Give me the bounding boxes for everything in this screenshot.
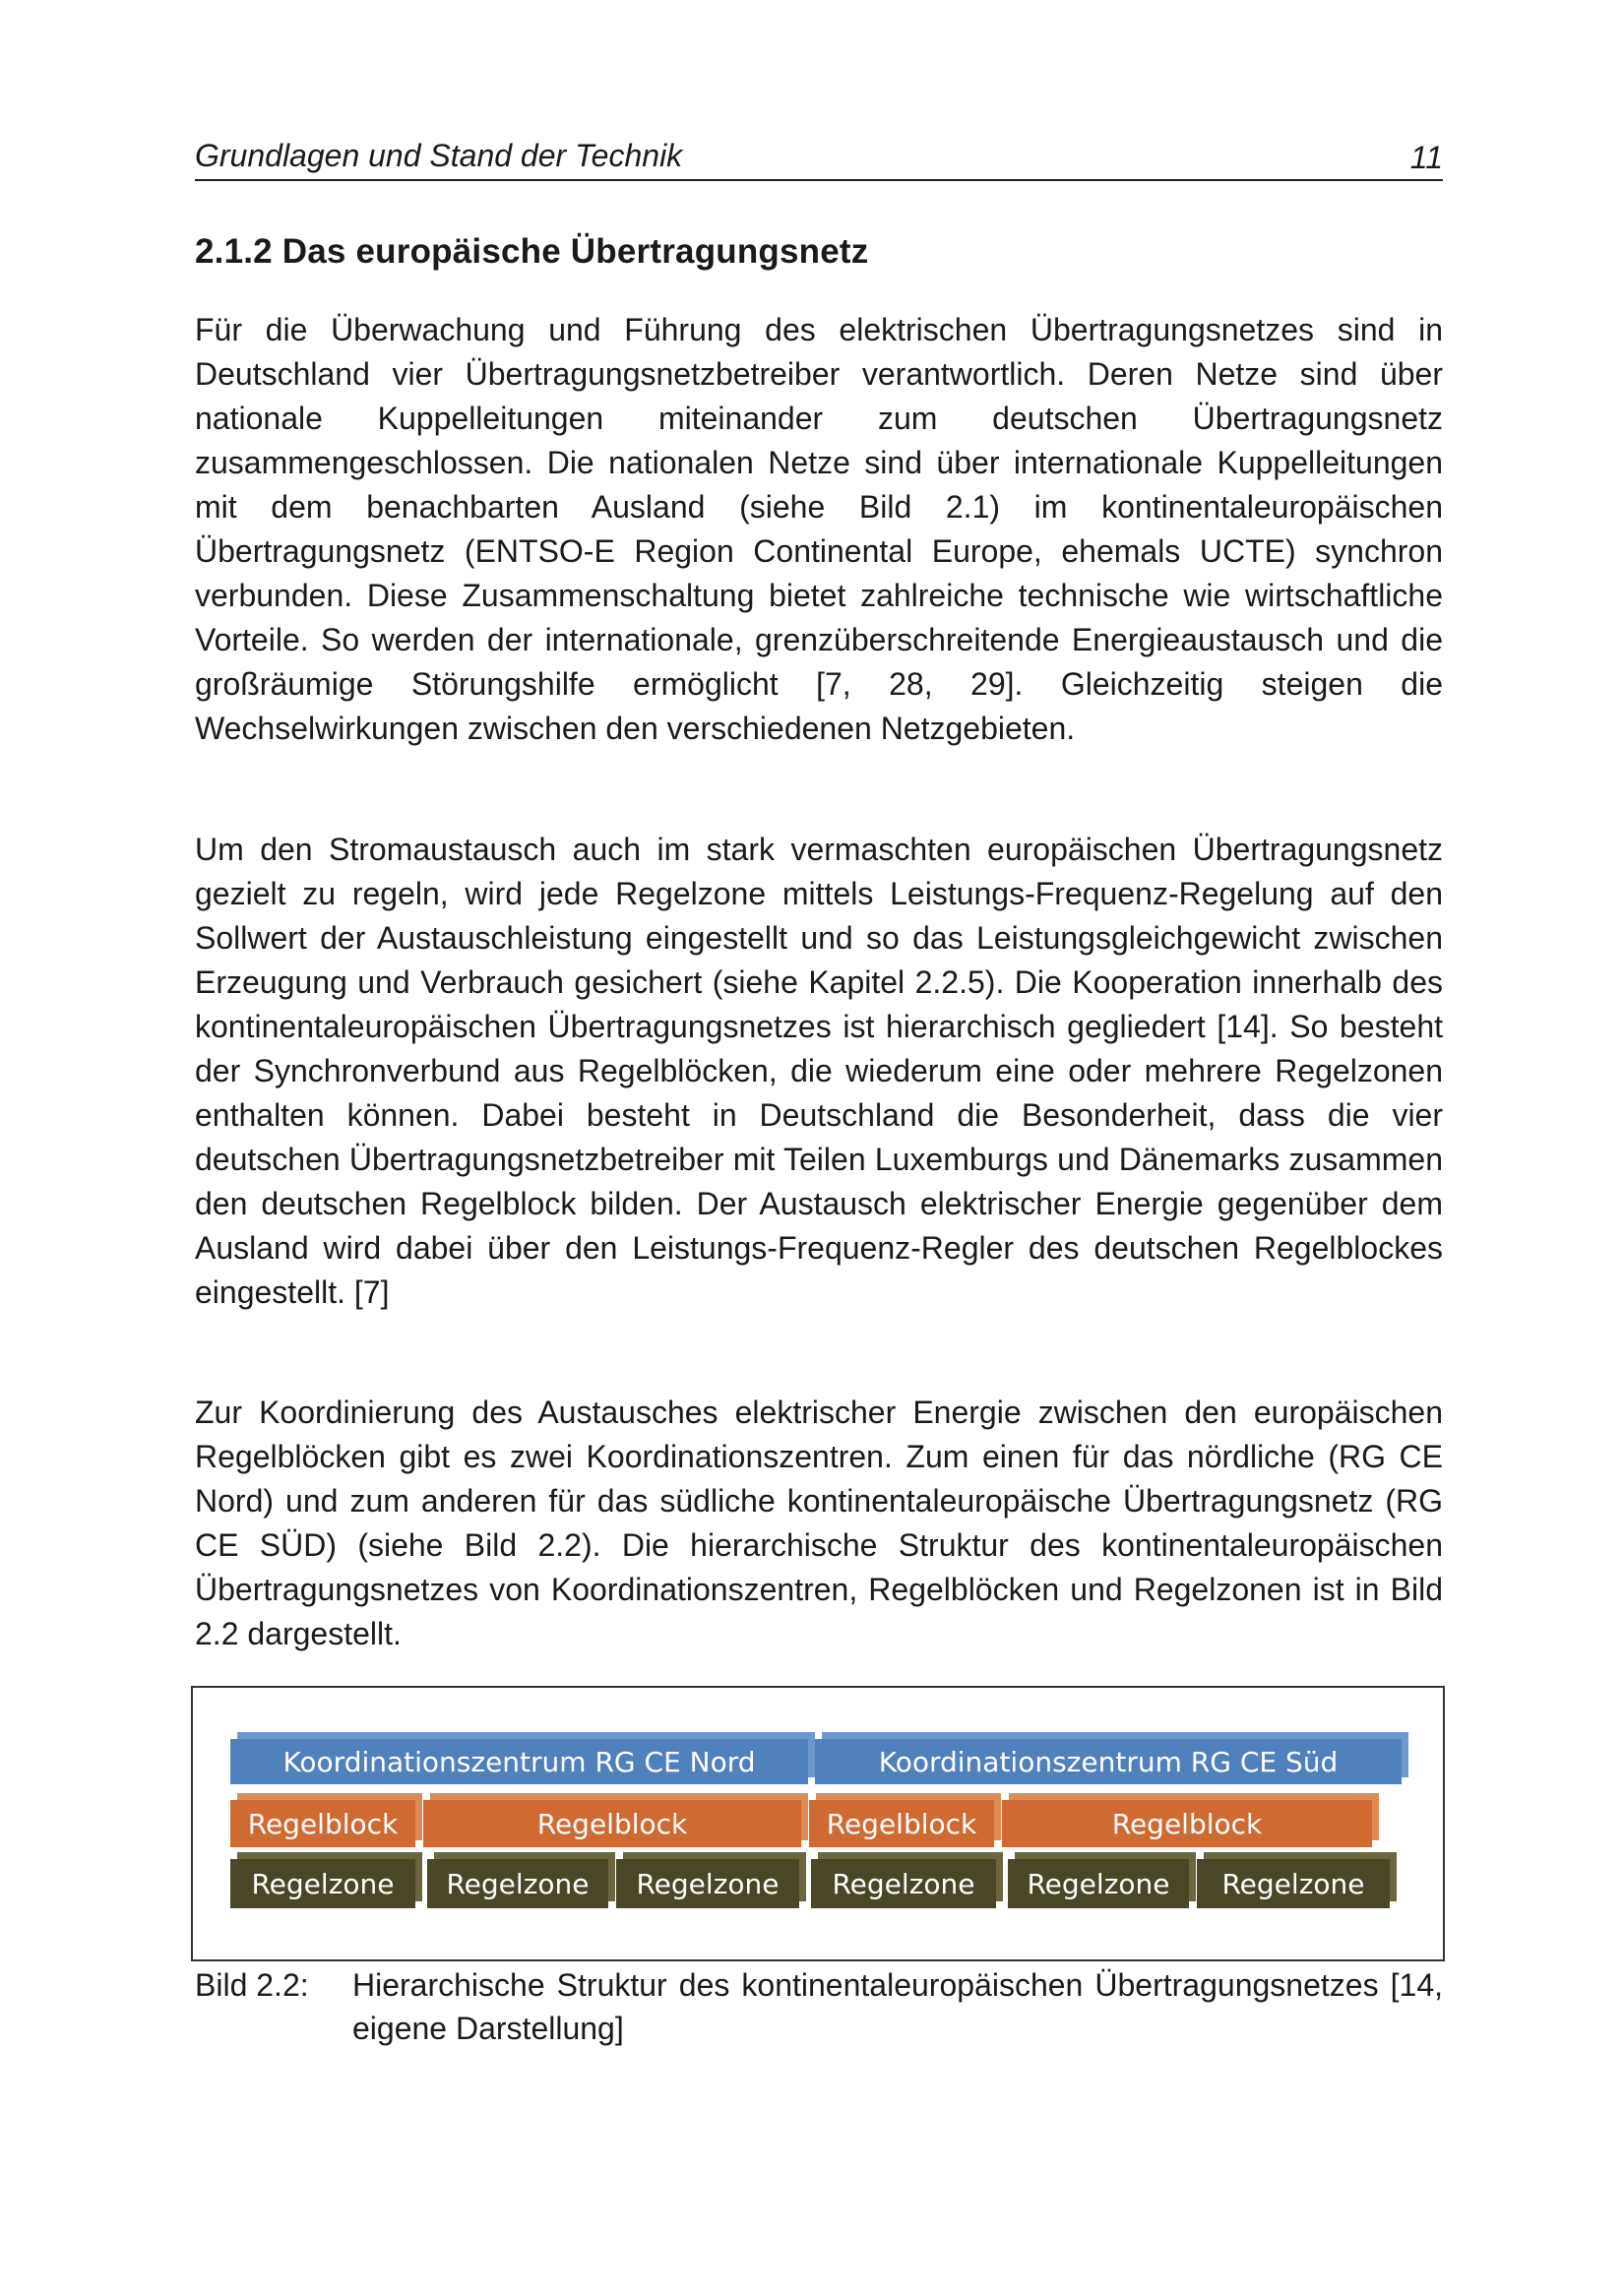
running-header <box>195 136 1443 181</box>
control-block-1: Regelblock <box>230 1800 415 1847</box>
control-zone-6: Regelzone <box>1197 1859 1390 1908</box>
page-number: 11 <box>1409 140 1443 175</box>
section-title: 2.1.2 Das europäische Übertragungsnetz <box>195 232 869 271</box>
caption-text: Hierarchische Struktur des kontinentaleuropäischen Übertragungsnetzes [14, eigene Darstellung] <box>352 1967 1443 2046</box>
header-title: Grundlagen und Stand der Technik <box>195 138 683 173</box>
paragraph-1: Für die Überwachung und Führung des elektrischen Übertragungsnetzes sind in Deutschland vier Übertragungsnetzbetreiber verantwortlich. Deren Netze sind über nationale Kuppelleitungen miteinander zum deutschen Übertragungsnetz zusammengeschlossen. Die nationalen Netze sind über internationale Kuppelleitungen mit dem benachbarten Ausland (siehe Bild 2.1) im kontinentaleuropäischen Übertragungsnetz (ENTSO-E Region Continental Europe, ehemals UCTE) synchron verbunden. Diese Zusammenschaltung bietet zahlreiche technische wie wirtschaftliche Vorteile. So werden der internationale, grenzüberschreitende Energieaustausch und die großräumige Störungshilfe ermöglicht [7, 28, 29]. Gleichzeitig steigen die Wechselwirkungen zwischen den verschiedenen Netzgebieten. <box>195 312 1443 746</box>
control-zone-2: Regelzone <box>427 1859 608 1908</box>
paragraph-2: Um den Stromaustausch auch im stark vermaschten europäischen Übertragungsnetz gezielt zu regeln, wird jede Regelzone mittels Leistungs-Frequenz-Regelung auf den Sollwert der Austauschleistung eingestellt und so das Leistungsgleichgewicht zwischen Erzeugung und Verbrauch gesichert (siehe Kapitel 2.2.5). Die Kooperation innerhalb des kontinentaleuropäischen Übertragungsnetzes ist hierarchisch gegliedert [14]. So besteht der Synchronverbund aus Regelblöcken, die wiederum eine oder mehrere Regelzonen enthalten können. Dabei besteht in Deutschland die Besonderheit, dass die vier deutschen Übertragungsnetzbetreiber mit Teilen Luxemburgs und Dänemarks zusammen den deutschen Regelblock bilden. Der Austausch elektrischer Energie gegenüber dem Ausland wird dabei über den Leistungs-Frequenz-Regler des deutschen Regelblockes eingestellt. [7] <box>195 832 1443 1310</box>
control-block-2: Regelblock <box>423 1800 801 1847</box>
hierarchy-diagram <box>191 1686 1445 1961</box>
caption-label: Bild 2.2: <box>195 1967 309 2003</box>
paragraph-3: Zur Koordinierung des Austausches elektrischer Energie zwischen den europäischen Regelblöcken gibt es zwei Koordinationszentren. Zum einen für das nördliche (RG CE Nord) und zum anderen für das südliche kontinentaleuropäische Übertragungsnetz (RG CE SÜD) (siehe Bild 2.2). Die hierarchische Struktur des kontinentaleuropäischen Übertragungsnetzes von Koordinationszentren, Regelblöcken und Regelzonen ist in Bild 2.2 dargestellt. <box>195 1395 1443 1651</box>
control-block-4: Regelblock <box>1002 1800 1372 1847</box>
coordination-center-north: Koordinationszentrum RG CE Nord <box>230 1739 808 1784</box>
control-zone-1: Regelzone <box>230 1859 415 1908</box>
control-zone-5: Regelzone <box>1008 1859 1189 1908</box>
control-zone-4: Regelzone <box>811 1859 996 1908</box>
control-zone-3: Regelzone <box>616 1859 799 1908</box>
coordination-center-south: Koordinationszentrum RG CE Süd <box>815 1739 1402 1784</box>
control-block-3: Regelblock <box>809 1800 994 1847</box>
